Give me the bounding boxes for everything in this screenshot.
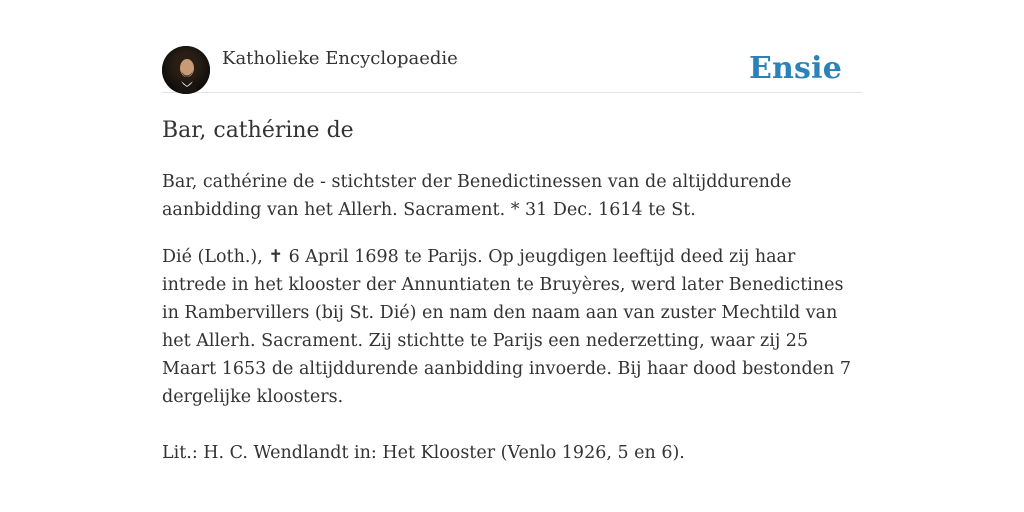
article-paragraph-1: Bar, cathérine de - stichtster der Benedictinessen van de altijddurende aanbidding van het Allerh. Sacrament. * 31 Dec. 1614 te St.	[162, 172, 792, 220]
source-name[interactable]: Katholieke Encyclopaedie	[222, 48, 458, 69]
article-paragraph-2: Dié (Loth.), ✝ 6 April 1698 te Parijs. Op jeugdigen leeftijd deed zij haar intrede in het klooster der Annuntiaten te Bruyères, werd later Benedictines in Rambervillers (bij St. Dié) en nam den naam aan van zuster Mechtild van het Allerh. Sacrament. Zij stichtte te Parijs een nederzetting, waar zij 25 Maart 1653 de altijddurende aanbidding invoerde. Bij haar dood bestonden 7 dergelijke kloosters.	[162, 247, 851, 407]
article-reference: Lit.: H. C. Wendlandt in: Het Klooster (Venlo 1926, 5 en 6).	[162, 443, 685, 463]
site-header	[162, 46, 862, 93]
portrait-avatar-icon[interactable]	[162, 46, 210, 94]
ensie-logo[interactable]: Ensie	[748, 51, 842, 86]
article-title: Bar, cathérine de	[162, 118, 354, 143]
